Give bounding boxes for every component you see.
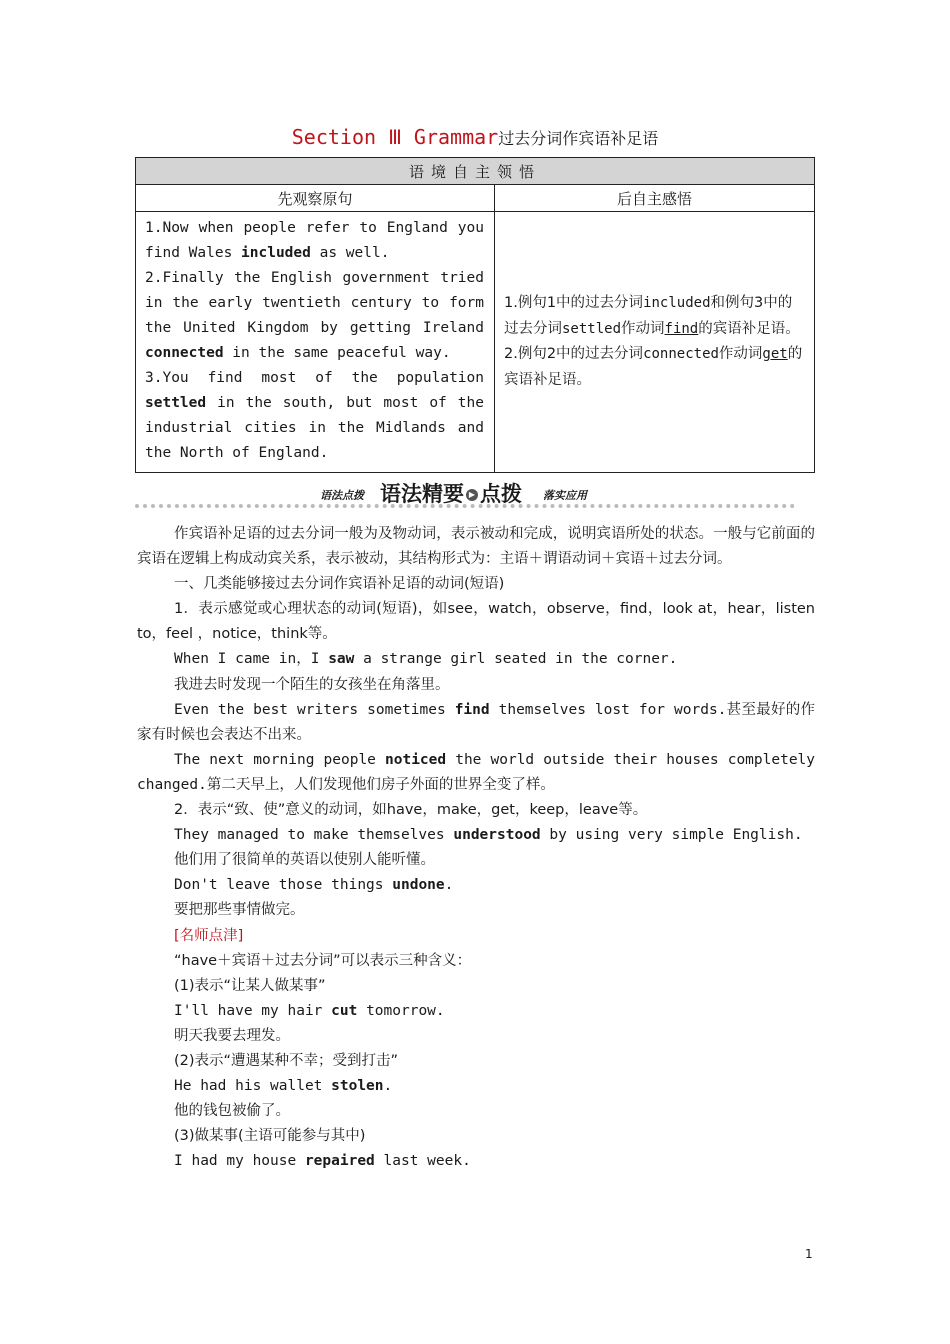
example-2: 2.Finally the English government tried in the early twentieth century to form the United Kingdom by getting Ireland connected in the same peaceful way. bbox=[145, 270, 484, 361]
example-3: 3.You find most of the population settled in the south, but most of the industrial cities in the Midlands and the North of England. bbox=[145, 370, 484, 461]
example-sentences bbox=[136, 212, 495, 473]
banner-right-label: 落实应用 bbox=[543, 489, 587, 502]
section-heading: 一、几类能够接过去分词作宾语补足语的动词(短语) bbox=[174, 576, 505, 593]
example-sentence: I had my house repaired last week. bbox=[174, 1153, 471, 1170]
key-word: connected bbox=[145, 345, 224, 361]
meaning-3: (3)做某事(主语可能参与其中) bbox=[174, 1128, 366, 1145]
example-sentence: Don't leave those things undone. bbox=[174, 877, 454, 894]
example-sentence: They managed to make themselves understood by using very simple English. bbox=[174, 827, 803, 844]
section-title: Section Ⅲ Grammar bbox=[291, 125, 499, 149]
insight-notes bbox=[495, 212, 815, 473]
example-translation: 明天我要去理发。 bbox=[174, 1027, 290, 1044]
grammar-content bbox=[137, 522, 815, 1174]
note-1: 1.例句1中的过去分词included和例句3中的过去分词settled作动词find的宾语补足语。 bbox=[504, 295, 800, 337]
banner-divider bbox=[135, 504, 795, 508]
underlined-verb: get bbox=[762, 346, 788, 362]
example-translation: 我进去时发现一个陌生的女孩坐在角落里。 bbox=[174, 676, 450, 693]
example-sentence: The next morning people noticed the world outside their houses completely changed.第二天早上，人们发现他们房子外面的世界全变了样。 bbox=[137, 751, 816, 793]
example-sentence: Even the best writers sometimes find themselves lost for words.甚至最好的作家有时候也会表达不出来。 bbox=[137, 701, 816, 743]
page-title bbox=[0, 124, 950, 152]
example-sentence: He had his wallet stolen. bbox=[174, 1078, 393, 1095]
example-sentence: When I came in，I saw a strange girl seated in the corner. bbox=[174, 651, 678, 668]
intro-paragraph: 作宾语补足语的过去分词一般为及物动词，表示被动和完成，说明宾语所处的状态。一般与它前面的宾语在逻辑上构成动宾关系，表示被动，其结构形式为：主语＋谓语动词＋宾语＋过去分词。 bbox=[137, 526, 815, 568]
key-word: settled bbox=[145, 395, 207, 411]
banner-left-label: 语法点拨 bbox=[320, 489, 364, 502]
table-header: 语境自主领悟 bbox=[136, 158, 815, 185]
example-sentence: I'll have my hair cut tomorrow. bbox=[174, 1002, 445, 1019]
page-number: 1 bbox=[805, 1247, 813, 1261]
meaning-1: (1)表示“让某人做某事” bbox=[174, 977, 326, 994]
teacher-tip-label: [名师点津] bbox=[174, 927, 244, 944]
underlined-verb: find bbox=[664, 320, 699, 337]
column-right-header: 后自主感悟 bbox=[495, 185, 815, 212]
observation-table bbox=[135, 157, 815, 473]
example-1: 1.Now when people refer to England you find Wales included as well. bbox=[145, 220, 484, 261]
tip-intro: “have＋宾语＋过去分词”可以表示三种含义： bbox=[174, 952, 472, 969]
point-2: 2．表示“致、使”意义的动词，如have，make，get，keep，leave等。 bbox=[174, 802, 648, 819]
section-subtitle: 过去分词作宾语补足语 bbox=[498, 129, 659, 148]
arrow-icon: ▶ bbox=[466, 489, 478, 501]
point-1: 1．表示感觉或心理状态的动词(短语)，如see，watch，observe，find，look at，hear，listen to，feel ，notice，think等。 bbox=[137, 601, 815, 643]
column-left-header: 先观察原句 bbox=[136, 185, 495, 212]
note-2: 2.例句2中的过去分词connected作动词get的宾语补足语。 bbox=[504, 346, 803, 388]
example-translation: 他的钱包被偷了。 bbox=[174, 1103, 290, 1120]
example-translation: 他们用了很简单的英语以使别人能听懂。 bbox=[174, 852, 435, 869]
meaning-2: (2)表示“遭遇某种不幸；受到打击” bbox=[174, 1052, 399, 1069]
grammar-banner bbox=[135, 478, 795, 512]
banner-main: 语法精要 ▶ 点拨 bbox=[380, 482, 522, 506]
example-translation: 要把那些事情做完。 bbox=[174, 902, 305, 919]
key-word: included bbox=[241, 245, 311, 261]
